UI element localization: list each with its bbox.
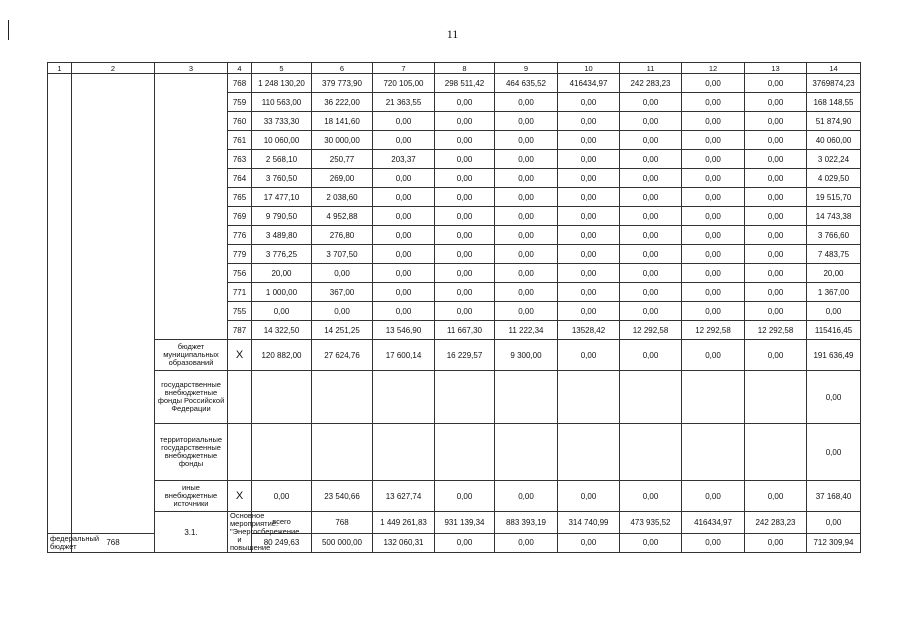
value-cell: 314 740,99 bbox=[558, 512, 620, 534]
value-cell: 0,00 bbox=[620, 340, 682, 371]
col2-cell bbox=[72, 74, 155, 534]
value-cell: 0,00 bbox=[682, 533, 745, 552]
value-cell: 0,00 bbox=[495, 93, 558, 112]
budget-code-cell: 764 bbox=[228, 169, 252, 188]
value-cell: 13 546,90 bbox=[373, 321, 435, 340]
header-cell: 2 bbox=[72, 63, 155, 74]
value-cell: 0,00 bbox=[620, 131, 682, 150]
value-cell: 0,00 bbox=[373, 112, 435, 131]
empty-cell bbox=[312, 424, 373, 481]
value-cell: 0,00 bbox=[435, 150, 495, 169]
header-row bbox=[48, 63, 861, 74]
value-cell: 4 952,88 bbox=[312, 207, 373, 226]
value-cell: 276,80 bbox=[312, 226, 373, 245]
value-cell: 0,00 bbox=[558, 188, 620, 207]
state-funds-total: 0,00 bbox=[807, 371, 861, 424]
value-cell: 0,00 bbox=[558, 150, 620, 169]
value-cell: 36 222,00 bbox=[312, 93, 373, 112]
territorial-funds-total: 0,00 bbox=[807, 424, 861, 481]
value-cell: 0,00 bbox=[745, 74, 807, 93]
value-cell: 203,37 bbox=[373, 150, 435, 169]
value-cell: 500 000,00 bbox=[312, 533, 373, 552]
value-cell: 0,00 bbox=[745, 481, 807, 512]
territorial-funds-label: территориальные государственные внебюджетные фонды bbox=[155, 424, 228, 481]
budget-code-cell: 768 bbox=[312, 512, 373, 534]
value-cell: 11 222,34 bbox=[495, 321, 558, 340]
value-cell: 0,00 bbox=[435, 188, 495, 207]
other-sources-code-cell: X bbox=[228, 481, 252, 512]
value-cell: 0,00 bbox=[435, 207, 495, 226]
value-cell: 0,00 bbox=[495, 264, 558, 283]
value-cell: 416434,97 bbox=[558, 74, 620, 93]
value-cell: 0,00 bbox=[682, 340, 745, 371]
value-cell: 0,00 bbox=[435, 302, 495, 321]
value-cell: 0,00 bbox=[682, 131, 745, 150]
value-cell: 110 563,00 bbox=[252, 93, 312, 112]
value-cell: 13 627,74 bbox=[373, 481, 435, 512]
value-cell: 20,00 bbox=[252, 264, 312, 283]
value-cell: 40 060,00 bbox=[807, 131, 861, 150]
value-cell: 21 363,55 bbox=[373, 93, 435, 112]
value-cell: 0,00 bbox=[435, 245, 495, 264]
value-cell: 0,00 bbox=[558, 481, 620, 512]
table-row bbox=[48, 74, 861, 93]
municipal-budget-label: бюджет муниципальных образований bbox=[155, 340, 228, 371]
budget-code-cell: 756 bbox=[228, 264, 252, 283]
value-cell: 464 635,52 bbox=[495, 74, 558, 93]
value-cell: 379 773,90 bbox=[312, 74, 373, 93]
empty-cell bbox=[495, 371, 558, 424]
value-cell: 2 568,10 bbox=[252, 150, 312, 169]
value-cell: 0,00 bbox=[620, 481, 682, 512]
value-cell: 9 790,50 bbox=[252, 207, 312, 226]
value-cell: 0,00 bbox=[495, 112, 558, 131]
header-cell: 14 bbox=[807, 63, 861, 74]
value-cell: 0,00 bbox=[373, 131, 435, 150]
value-cell: 0,00 bbox=[682, 112, 745, 131]
value-cell: 250,77 bbox=[312, 150, 373, 169]
value-cell: 12 292,58 bbox=[682, 321, 745, 340]
activity-name: Основное мероприятие: "Энергосбережение и повышение bbox=[228, 512, 252, 553]
territorial-funds-row bbox=[48, 424, 861, 481]
header-cell: 3 bbox=[155, 63, 228, 74]
empty-cell bbox=[682, 371, 745, 424]
value-cell: 0,00 bbox=[373, 188, 435, 207]
value-cell: 3 776,25 bbox=[252, 245, 312, 264]
header-cell: 9 bbox=[495, 63, 558, 74]
value-cell: 80 249,63 bbox=[252, 533, 312, 552]
value-cell: 12 292,58 bbox=[745, 321, 807, 340]
value-cell: 0,00 bbox=[558, 112, 620, 131]
value-cell: 11 667,30 bbox=[435, 321, 495, 340]
empty-cell bbox=[745, 424, 807, 481]
value-cell: 0,00 bbox=[620, 207, 682, 226]
value-cell: 0,00 bbox=[745, 302, 807, 321]
activity-total-row bbox=[48, 512, 861, 534]
state-funds-row bbox=[48, 371, 861, 424]
value-cell: 0,00 bbox=[620, 112, 682, 131]
value-cell: 0,00 bbox=[745, 112, 807, 131]
value-cell: 1 449 261,83 bbox=[373, 512, 435, 534]
col1-cell bbox=[48, 74, 72, 534]
value-cell: 0,00 bbox=[252, 302, 312, 321]
value-cell: 0,00 bbox=[745, 131, 807, 150]
value-cell: 0,00 bbox=[620, 226, 682, 245]
state-funds-label: государственные внебюджетные фонды Российской Федерации bbox=[155, 371, 228, 424]
value-cell: 10 060,00 bbox=[252, 131, 312, 150]
empty-cell bbox=[620, 371, 682, 424]
value-cell: 0,00 bbox=[252, 481, 312, 512]
value-cell: 0,00 bbox=[495, 131, 558, 150]
value-cell: 20,00 bbox=[807, 264, 861, 283]
value-cell: 1 000,00 bbox=[252, 283, 312, 302]
header-cell: 1 bbox=[48, 63, 72, 74]
value-cell: 120 882,00 bbox=[252, 340, 312, 371]
value-cell: 0,00 bbox=[495, 302, 558, 321]
header-cell: 6 bbox=[312, 63, 373, 74]
value-cell: 0,00 bbox=[620, 188, 682, 207]
value-cell: 0,00 bbox=[495, 150, 558, 169]
empty-cell bbox=[620, 424, 682, 481]
budget-code-cell: 761 bbox=[228, 131, 252, 150]
value-cell: 37 168,40 bbox=[807, 481, 861, 512]
empty-cell bbox=[558, 371, 620, 424]
value-cell: 0,00 bbox=[435, 93, 495, 112]
value-cell: 0,00 bbox=[745, 150, 807, 169]
empty-cell bbox=[228, 371, 252, 424]
value-cell: 0,00 bbox=[682, 207, 745, 226]
value-cell: 0,00 bbox=[373, 283, 435, 302]
value-cell: 0,00 bbox=[682, 245, 745, 264]
empty-cell bbox=[745, 371, 807, 424]
value-cell: 0,00 bbox=[312, 302, 373, 321]
value-cell: 931 139,34 bbox=[435, 512, 495, 534]
value-cell: 0,00 bbox=[373, 207, 435, 226]
empty-cell bbox=[682, 424, 745, 481]
empty-cell bbox=[435, 371, 495, 424]
value-cell: 0,00 bbox=[373, 264, 435, 283]
value-cell: 0,00 bbox=[495, 169, 558, 188]
activity-federal-label: федеральный бюджет bbox=[48, 533, 72, 552]
value-cell: 0,00 bbox=[682, 74, 745, 93]
activity-index: 3.1. bbox=[155, 512, 228, 553]
value-cell: 2 038,60 bbox=[312, 188, 373, 207]
municipal-budget-row bbox=[48, 340, 861, 371]
value-cell: 0,00 bbox=[435, 169, 495, 188]
value-cell: 0,00 bbox=[312, 264, 373, 283]
budget-code-cell: 755 bbox=[228, 302, 252, 321]
value-cell: 0,00 bbox=[435, 131, 495, 150]
value-cell: 7 483,75 bbox=[807, 245, 861, 264]
value-cell: 0,00 bbox=[495, 245, 558, 264]
value-cell: 0,00 bbox=[558, 207, 620, 226]
header-cell: 13 bbox=[745, 63, 807, 74]
value-cell: 0,00 bbox=[373, 226, 435, 245]
value-cell: 168 148,55 bbox=[807, 93, 861, 112]
value-cell: 0,00 bbox=[682, 226, 745, 245]
value-cell: 712 309,94 bbox=[807, 533, 861, 552]
activity-total-label: всего bbox=[252, 512, 312, 534]
value-cell: 0,00 bbox=[620, 264, 682, 283]
value-cell: 269,00 bbox=[312, 169, 373, 188]
value-cell: 0,00 bbox=[620, 533, 682, 552]
empty-cell bbox=[312, 371, 373, 424]
value-cell: 0,00 bbox=[495, 481, 558, 512]
value-cell: 17 600,14 bbox=[373, 340, 435, 371]
value-cell: 23 540,66 bbox=[312, 481, 373, 512]
value-cell: 0,00 bbox=[558, 93, 620, 112]
value-cell: 3 707,50 bbox=[312, 245, 373, 264]
budget-code-cell: 760 bbox=[228, 112, 252, 131]
value-cell: 0,00 bbox=[745, 226, 807, 245]
empty-cell bbox=[228, 424, 252, 481]
value-cell: 0,00 bbox=[373, 302, 435, 321]
value-cell: 14 251,25 bbox=[312, 321, 373, 340]
budget-code-cell: 763 bbox=[228, 150, 252, 169]
header-cell: 4 bbox=[228, 63, 252, 74]
value-cell: 0,00 bbox=[745, 283, 807, 302]
value-cell: 0,00 bbox=[745, 169, 807, 188]
empty-cell bbox=[435, 424, 495, 481]
municipal-code-cell: X bbox=[228, 340, 252, 371]
page-number: 11 bbox=[446, 27, 459, 41]
value-cell: 0,00 bbox=[620, 245, 682, 264]
value-cell: 0,00 bbox=[745, 245, 807, 264]
value-cell: 0,00 bbox=[435, 112, 495, 131]
value-cell: 14 743,38 bbox=[807, 207, 861, 226]
budget-code-cell: 776 bbox=[228, 226, 252, 245]
value-cell: 298 511,42 bbox=[435, 74, 495, 93]
value-cell: 14 322,50 bbox=[252, 321, 312, 340]
header-cell: 5 bbox=[252, 63, 312, 74]
value-cell: 0,00 bbox=[807, 512, 861, 534]
value-cell: 3 489,80 bbox=[252, 226, 312, 245]
value-cell: 3 766,60 bbox=[807, 226, 861, 245]
budget-table bbox=[47, 62, 861, 553]
header-cell: 8 bbox=[435, 63, 495, 74]
value-cell: 473 935,52 bbox=[620, 512, 682, 534]
value-cell: 0,00 bbox=[558, 245, 620, 264]
value-cell: 27 624,76 bbox=[312, 340, 373, 371]
value-cell: 0,00 bbox=[620, 93, 682, 112]
other-sources-row bbox=[48, 481, 861, 512]
value-cell: 0,00 bbox=[682, 264, 745, 283]
value-cell: 0,00 bbox=[682, 150, 745, 169]
budget-code-cell: 765 bbox=[228, 188, 252, 207]
value-cell: 17 477,10 bbox=[252, 188, 312, 207]
value-cell: 416434,97 bbox=[682, 512, 745, 534]
value-cell: 0,00 bbox=[373, 169, 435, 188]
value-cell: 51 874,90 bbox=[807, 112, 861, 131]
budget-code-cell: 769 bbox=[228, 207, 252, 226]
table-body bbox=[48, 63, 861, 553]
budget-code-cell: 768 bbox=[228, 74, 252, 93]
value-cell: 242 283,23 bbox=[745, 512, 807, 534]
col3-cell bbox=[155, 74, 228, 340]
budget-code-cell: 759 bbox=[228, 93, 252, 112]
value-cell: 0,00 bbox=[807, 302, 861, 321]
value-cell: 0,00 bbox=[620, 302, 682, 321]
value-cell: 367,00 bbox=[312, 283, 373, 302]
value-cell: 0,00 bbox=[745, 264, 807, 283]
value-cell: 883 393,19 bbox=[495, 512, 558, 534]
value-cell: 0,00 bbox=[745, 340, 807, 371]
value-cell: 3 760,50 bbox=[252, 169, 312, 188]
header-cell: 7 bbox=[373, 63, 435, 74]
value-cell: 19 515,70 bbox=[807, 188, 861, 207]
value-cell: 0,00 bbox=[682, 188, 745, 207]
header-cell: 12 bbox=[682, 63, 745, 74]
value-cell: 0,00 bbox=[682, 93, 745, 112]
value-cell: 0,00 bbox=[495, 283, 558, 302]
value-cell: 4 029,50 bbox=[807, 169, 861, 188]
empty-cell bbox=[252, 371, 312, 424]
value-cell: 1 248 130,20 bbox=[252, 74, 312, 93]
value-cell: 0,00 bbox=[558, 302, 620, 321]
value-cell: 0,00 bbox=[558, 533, 620, 552]
value-cell: 16 229,57 bbox=[435, 340, 495, 371]
value-cell: 0,00 bbox=[435, 283, 495, 302]
value-cell: 115416,45 bbox=[807, 321, 861, 340]
value-cell: 0,00 bbox=[745, 93, 807, 112]
value-cell: 0,00 bbox=[682, 169, 745, 188]
value-cell: 3 022,24 bbox=[807, 150, 861, 169]
value-cell: 13528,42 bbox=[558, 321, 620, 340]
value-cell: 0,00 bbox=[558, 264, 620, 283]
value-cell: 9 300,00 bbox=[495, 340, 558, 371]
value-cell: 0,00 bbox=[745, 188, 807, 207]
empty-cell bbox=[373, 424, 435, 481]
value-cell: 33 733,30 bbox=[252, 112, 312, 131]
empty-cell bbox=[558, 424, 620, 481]
budget-code-cell: 768 bbox=[72, 533, 155, 552]
value-cell: 0,00 bbox=[495, 226, 558, 245]
value-cell: 0,00 bbox=[495, 188, 558, 207]
value-cell: 0,00 bbox=[435, 226, 495, 245]
value-cell: 0,00 bbox=[620, 169, 682, 188]
header-cell: 10 bbox=[558, 63, 620, 74]
value-cell: 0,00 bbox=[435, 264, 495, 283]
budget-code-cell: 779 bbox=[228, 245, 252, 264]
value-cell: 0,00 bbox=[620, 150, 682, 169]
value-cell: 0,00 bbox=[558, 340, 620, 371]
other-sources-label: иные внебюджетные источники bbox=[155, 481, 228, 512]
empty-cell bbox=[373, 371, 435, 424]
value-cell: 0,00 bbox=[558, 283, 620, 302]
value-cell: 0,00 bbox=[682, 283, 745, 302]
header-cell: 11 bbox=[620, 63, 682, 74]
value-cell: 0,00 bbox=[373, 245, 435, 264]
value-cell: 0,00 bbox=[495, 207, 558, 226]
value-cell: 0,00 bbox=[620, 283, 682, 302]
value-cell: 0,00 bbox=[435, 481, 495, 512]
value-cell: 0,00 bbox=[558, 226, 620, 245]
value-cell: 720 105,00 bbox=[373, 74, 435, 93]
value-cell: 12 292,58 bbox=[620, 321, 682, 340]
value-cell: 18 141,60 bbox=[312, 112, 373, 131]
value-cell: 0,00 bbox=[558, 131, 620, 150]
budget-code-cell: 771 bbox=[228, 283, 252, 302]
value-cell: 191 636,49 bbox=[807, 340, 861, 371]
value-cell: 0,00 bbox=[682, 481, 745, 512]
value-cell: 3769874,23 bbox=[807, 74, 861, 93]
value-cell: 0,00 bbox=[682, 302, 745, 321]
empty-cell bbox=[495, 424, 558, 481]
value-cell: 0,00 bbox=[435, 533, 495, 552]
value-cell: 132 060,31 bbox=[373, 533, 435, 552]
value-cell: 0,00 bbox=[558, 169, 620, 188]
value-cell: 0,00 bbox=[745, 533, 807, 552]
value-cell: 1 367,00 bbox=[807, 283, 861, 302]
value-cell: 0,00 bbox=[495, 533, 558, 552]
budget-code-cell: 787 bbox=[228, 321, 252, 340]
value-cell: 30 000,00 bbox=[312, 131, 373, 150]
empty-cell bbox=[252, 424, 312, 481]
value-cell: 242 283,23 bbox=[620, 74, 682, 93]
value-cell: 0,00 bbox=[745, 207, 807, 226]
